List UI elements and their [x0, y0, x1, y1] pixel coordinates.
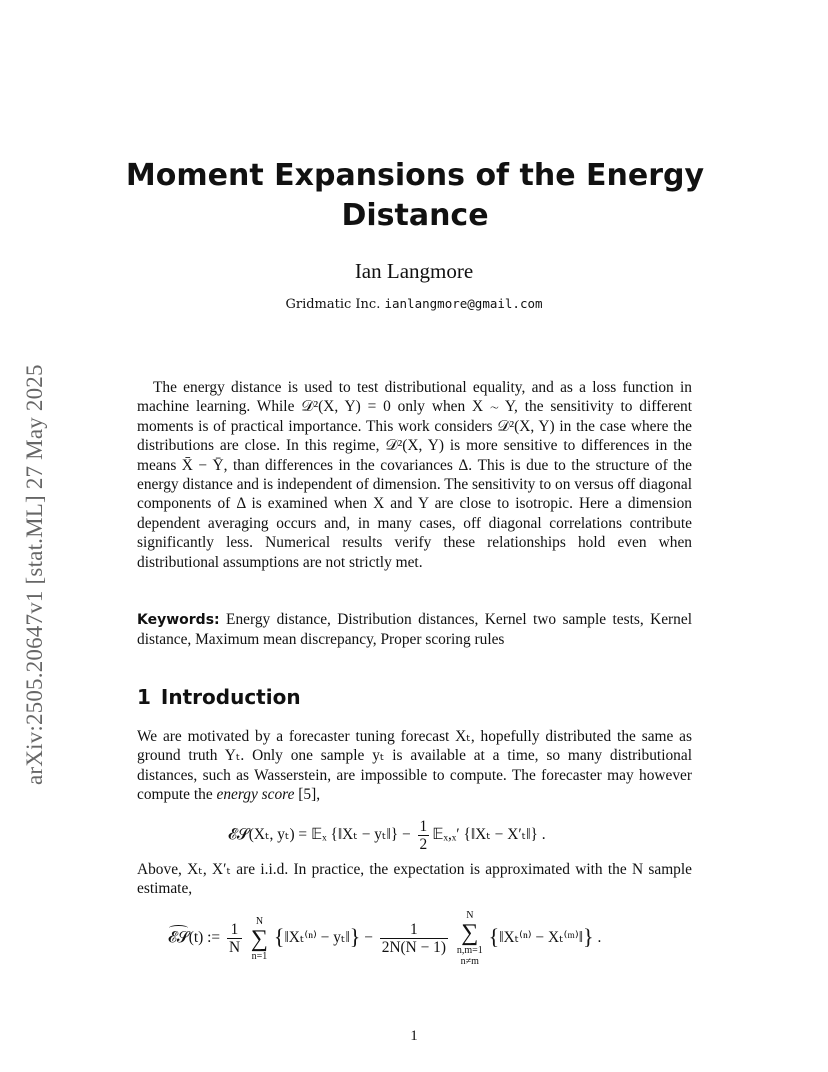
eq2-sum2-bot2: n≠m [460, 956, 479, 967]
eq2-sum2-top: N [466, 910, 474, 921]
eq2-sum1-top: N [255, 915, 264, 927]
eq2-sum1-bot: n=1 [251, 950, 268, 962]
eq1-fraction [418, 818, 430, 853]
keywords-text: Energy distance, Distribution distances, Kernel two sample tests, Kernel distance, Maximum mean discrepancy, Proper scoring rules [137, 611, 692, 649]
eq1-frac-num: 1 [419, 818, 428, 835]
eq2-lhs-arg: (t) := [188, 929, 221, 947]
abstract-text: The energy distance is used to test distributional equality, and as a loss function in machine learning. While 𝒟²(X, Y) = 0 only when X ∼ Y, the sensitivity to different moments is of practical importance. This work considers 𝒟²(X, Y) in the case where the distributions are close. In this regime, 𝒟²(X, Y) is more sensitive to differences in the means X̄ − Ȳ, than differences in the covariances Δ. This is due to the structure of the energy distance and is independent of dimension. The sensitivity to on versus off diagonal components of Δ is examined when X and Y are close to isotropic. Here a dimension dependent averaging occurs and, in many cases, off diagonal correlations contribute significantly less. Numerical results verify these relationships hold even when distributional assumptions are not strictly met. [137, 379, 692, 571]
eq2-minus: − [364, 929, 373, 947]
intro-text-2: [5], [294, 786, 321, 804]
affiliation-org: Gridmatic Inc. [285, 297, 381, 312]
arxiv-sidebar-stamp: arXiv:2505.20647v1 [stat.ML] 27 May 2025 [22, 364, 47, 785]
eq2-sum2-bot1: n,m=1 [456, 945, 483, 956]
eq1-rhs: 𝔼ₓ,ₓ′ {‖Xₜ − X′ₜ‖} . [432, 826, 546, 844]
sum-sigma-icon: ∑ [461, 920, 479, 946]
keywords-label: Keywords: [137, 612, 220, 628]
section-title: Introduction [160, 685, 301, 709]
eq2-frac1-den: N [228, 939, 241, 956]
after-equation-text: Above, Xₜ, X′ₜ are i.i.d. In practice, the expectation is approximated with the N sample estimate, [137, 861, 692, 898]
page-number: 1 [410, 1028, 418, 1044]
author-email: ianlangmore@gmail.com [384, 296, 543, 311]
section-number: 1 [137, 685, 151, 709]
eq2-frac2-den: 2N(N − 1) [381, 939, 446, 956]
brace-open-icon: { [273, 924, 285, 950]
keywords [137, 610, 692, 650]
eq2-lhs: 𝓔𝓢 [168, 929, 189, 947]
equation-energy-score [228, 818, 546, 853]
eq2-sum2 [457, 910, 483, 967]
eq1-lhs: 𝓔𝓢(Xₜ, yₜ) = 𝔼ₓ {‖Xₜ − yₜ‖} − [228, 826, 411, 844]
eq1-frac-den: 2 [419, 836, 428, 853]
brace-close-icon: } [349, 924, 361, 950]
paper-title: Moment Expansions of the Energy Distance [125, 158, 705, 233]
brace-close-icon: } [583, 924, 594, 950]
eq2-term1: ‖Xₜ⁽ⁿ⁾ − yₜ‖ [284, 929, 350, 947]
eq2-frac1 [227, 921, 242, 956]
intro-text-1: We are motivated by a forecaster tuning forecast Xₜ, hopefully distributed the same as ground truth Yₜ. Only one sample yₜ is available at a time, so many distributional distances, such as Wasserstein, are impossible to compute. The forecaster may however compute the [137, 728, 692, 804]
eq2-frac1-num: 1 [227, 921, 242, 939]
intro-emphasis: energy score [216, 786, 295, 804]
intro-paragraph [137, 727, 692, 805]
eq2-sum1 [251, 916, 268, 962]
section-heading [137, 684, 301, 710]
eq2-frac2 [380, 921, 448, 956]
eq2-frac2-num: 1 [380, 921, 448, 939]
author-name: Ian Langmore [354, 259, 474, 283]
eq2-term2: ‖Xₜ⁽ⁿ⁾ − Xₜ⁽ᵐ⁾‖ [499, 929, 584, 947]
equation-sample-estimate [168, 910, 601, 967]
eq2-end: . [597, 929, 602, 947]
brace-open-icon: { [488, 924, 500, 950]
sum-sigma-icon: ∑ [250, 925, 269, 952]
affiliation [0, 295, 828, 314]
